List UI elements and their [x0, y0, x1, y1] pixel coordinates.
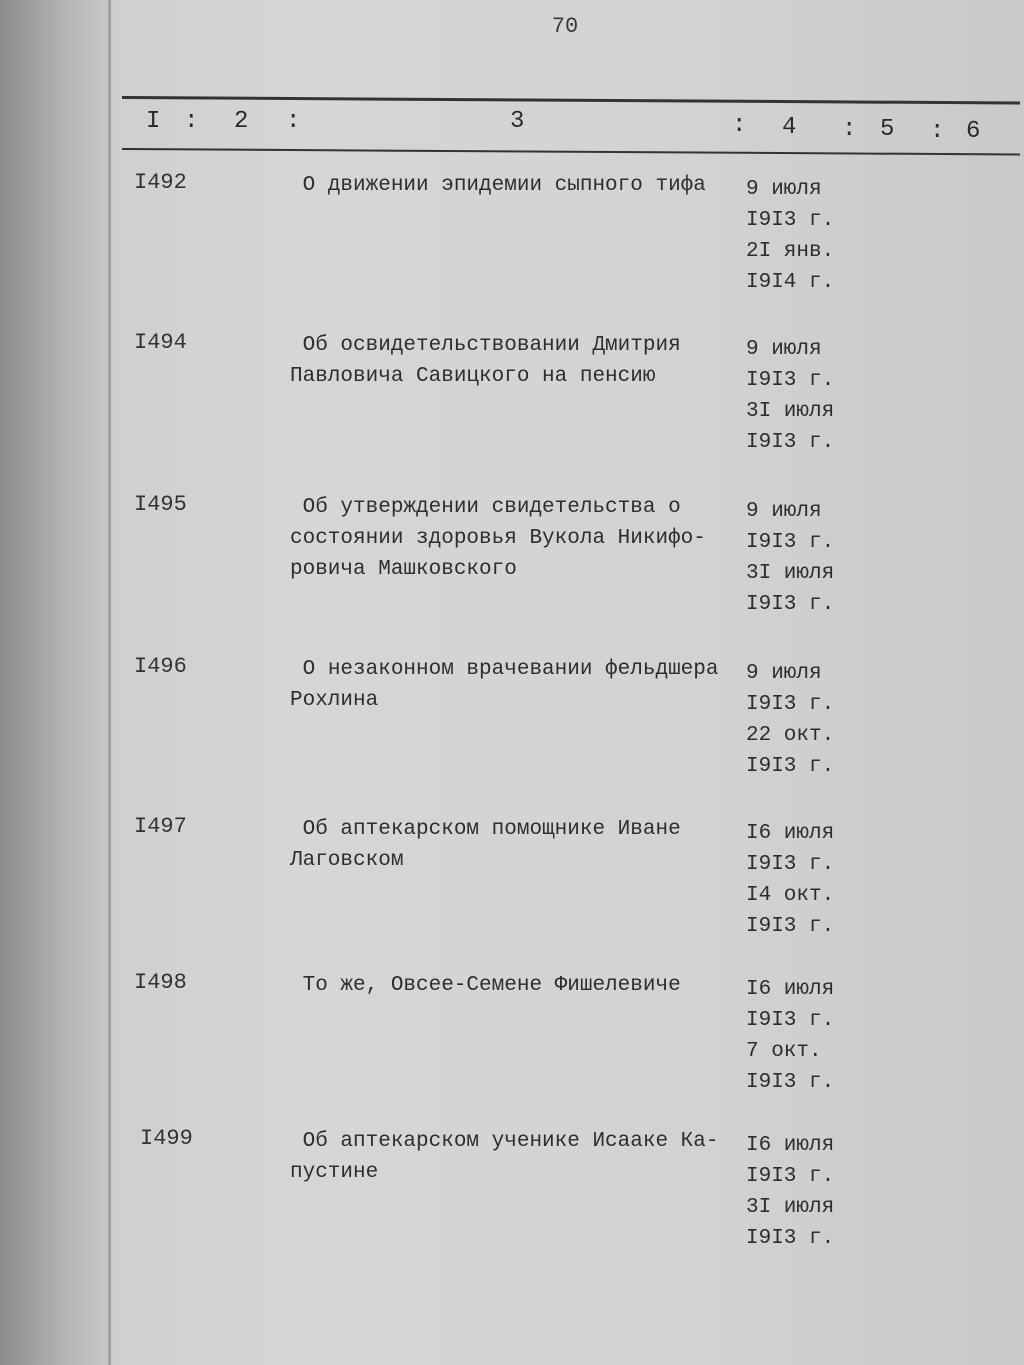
entry-number: I492 — [134, 170, 187, 195]
end-date: I4 окт. — [746, 884, 835, 907]
entry-dates — [746, 496, 834, 620]
entry-number: I497 — [134, 814, 187, 839]
end-date: 3I июля — [746, 1196, 835, 1219]
binding-edge — [108, 0, 111, 1365]
entry-title: О движении эпидемии сыпного тифа — [290, 174, 706, 197]
start-date: I6 июля — [746, 1134, 835, 1157]
start-date: I6 июля — [746, 822, 835, 845]
header-separator: : — [732, 112, 747, 139]
end-date: 7 окт. — [746, 1040, 822, 1063]
start-year: I9I3 г. — [746, 1165, 835, 1188]
entry-dates — [746, 658, 834, 782]
header-bottom-rule — [122, 148, 1020, 155]
entry-title: Об аптекарском ученике Исааке Ка- пустине — [290, 1130, 719, 1184]
start-date: 9 июля — [746, 662, 822, 685]
header-separator: : — [184, 108, 199, 135]
entry-number: I499 — [140, 1126, 193, 1151]
end-year: I9I3 г. — [746, 755, 835, 778]
entry-title: О незаконном врачевании фельдшера Рохлина — [290, 658, 719, 712]
entry-title: Об аптекарском помощнике Иване Лаговском — [290, 818, 681, 872]
header-col-4: 4 — [782, 114, 797, 141]
end-year: I9I3 г. — [746, 431, 835, 454]
entry-dates — [746, 1130, 834, 1254]
end-date: 3I июля — [746, 400, 835, 423]
entry-dates — [746, 974, 834, 1098]
start-date: 9 июля — [746, 338, 822, 361]
entry-number: I496 — [134, 654, 187, 679]
header-separator: : — [842, 116, 857, 143]
entry-title: Об освидетельствовании Дмитрия Павловича Савицкого на пенсию — [290, 334, 681, 388]
header-col-5: 5 — [880, 116, 895, 143]
header-separator: : — [930, 118, 945, 145]
header-separator: : — [286, 108, 301, 135]
end-year: I9I3 г. — [746, 915, 835, 938]
header-col-1: I — [146, 108, 161, 135]
header-top-rule — [122, 96, 1020, 104]
start-year: I9I3 г. — [746, 853, 835, 876]
entry-number: I494 — [134, 330, 187, 355]
start-year: I9I3 г. — [746, 531, 835, 554]
page-number: 70 — [551, 14, 579, 39]
header-col-2: 2 — [234, 108, 249, 135]
end-year: I9I3 г. — [746, 1071, 835, 1094]
start-year: I9I3 г. — [746, 693, 835, 716]
end-date: 3I июля — [746, 562, 835, 585]
end-date: 22 окт. — [746, 724, 835, 747]
entry-title: То же, Овсее-Семене Фишелевиче — [290, 974, 681, 997]
entry-title: Об утверждении свидетельства о состоянии здоровья Вукола Никифо- ровича Машковского — [290, 496, 706, 581]
entry-dates — [746, 174, 834, 298]
entry-dates — [746, 818, 834, 942]
binding-shadow — [0, 0, 112, 1365]
start-year: I9I3 г. — [746, 1009, 835, 1032]
start-date: 9 июля — [746, 178, 822, 201]
entry-number: I498 — [134, 970, 187, 995]
end-date: 2I янв. — [746, 240, 835, 263]
start-date: 9 июля — [746, 500, 822, 523]
end-year: I9I3 г. — [746, 593, 835, 616]
start-year: I9I3 г. — [746, 209, 835, 232]
start-year: I9I3 г. — [746, 369, 835, 392]
start-date: I6 июля — [746, 978, 835, 1001]
end-year: I9I3 г. — [746, 1227, 835, 1250]
header-col-6: 6 — [966, 118, 981, 145]
header-col-3: 3 — [510, 108, 525, 135]
entry-dates — [746, 334, 834, 458]
entry-number: I495 — [134, 492, 187, 517]
end-year: I9I4 г. — [746, 271, 835, 294]
